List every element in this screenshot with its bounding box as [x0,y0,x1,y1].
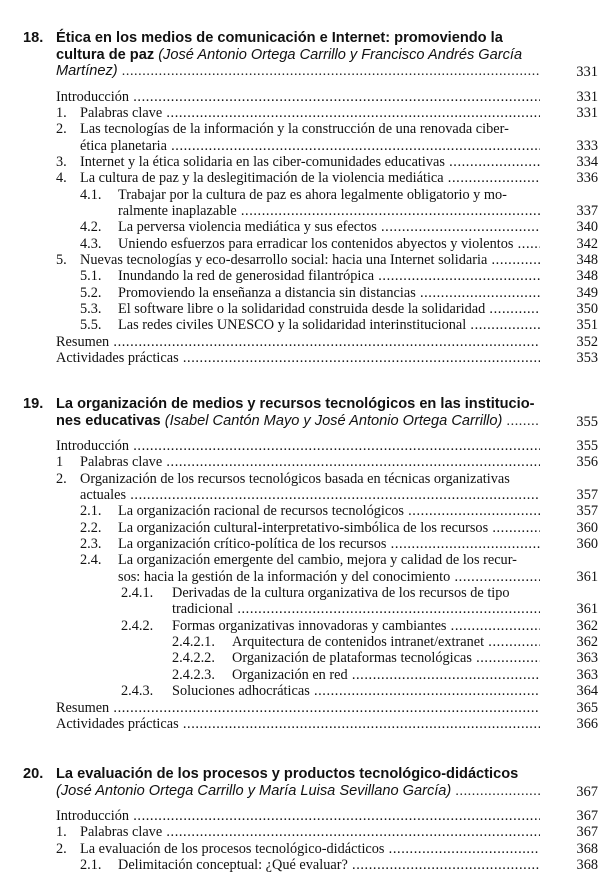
entry-page-number: 368 [576,840,598,857]
entry-number: 5.2. [80,284,102,301]
entry-title-line: Las tecnologías de la información y la construcción de una renovada ciber- [80,121,509,138]
entry-number: 2.1. [80,503,102,520]
chapter-authors-end: Martínez) ..... [56,63,540,79]
entry-title-line: Trabajar por la cultura de paz es ahora legalmente obligatorio y mo- [118,186,507,203]
entry-number: 1. [56,104,67,121]
entry-page-number: 336 [576,170,598,187]
toc-entry[interactable] [0,634,598,651]
entry-title: Introducción ..... [56,89,540,105]
toc-entry[interactable] [0,438,598,454]
entry-title: Las redes civiles UNESCO y la solidaridad interinstitucional ..... [118,317,540,333]
chapter-authors: (José Antonio Ortega Carrillo y María Luisa Sevillano García) ..... [56,783,540,799]
chapter-heading [23,766,598,800]
entry-number: 2. [56,840,67,857]
entry-title: Palabras clave ..... [80,105,540,121]
entry-number: 5.5. [80,317,102,334]
toc-entry[interactable] [0,186,598,220]
toc-entry[interactable] [0,317,598,334]
entry-title-line: Derivadas de la cultura organizativa de los recursos de tipo [172,585,510,602]
entry-title: Organización de plataformas tecnológicas ..... [232,650,540,666]
entry-number: 5.1. [80,268,102,285]
chapter-number: 20. [23,766,44,782]
toc-entry[interactable] [0,251,598,268]
toc-entry[interactable] [0,824,598,841]
entry-title: tradicional ..... [172,601,540,617]
chapter-authors: (José Antonio Ortega Carrillo y Francisco Andrés García [158,46,523,63]
entry-title: La organización cultural-interpretativo-simbólica de los recursos ..... [118,520,540,536]
chapter-number: 19. [23,396,44,412]
entry-title: actuales ..... [80,487,540,503]
toc-entry[interactable] [0,268,598,285]
entry-title: La evaluación de los procesos tecnológico-didácticos ..... [80,841,540,857]
chapter-authors: (Isabel Cantón Mayo y José Antonio Ortega Carrillo) ..... [165,413,540,429]
entry-title: sos: hacia la gestión de la información y del conocimiento ..... [118,569,540,585]
chapter-title-line: nes educativas [56,412,165,429]
entry-title-line: Organización de los recursos tecnológicos basada en técnicas organizativas [80,470,510,487]
entry-title: La cultura de paz y la deslegitimación de la violencia mediática ..... [80,170,540,186]
entry-title: Introducción ..... [56,808,540,824]
entry-page-number: 362 [576,634,598,651]
entry-page-number: 365 [576,699,598,716]
chapter-entries [0,438,598,732]
entry-page-number: 340 [576,219,598,236]
entry-page-number: 368 [576,857,598,874]
entry-number: 1. [56,824,67,841]
entry-page-number: 331 [576,104,598,121]
toc-entry[interactable] [0,715,598,732]
entry-title: La organización racional de recursos tecnológicos ..... [118,503,540,519]
entry-title: El software libre o la solidaridad construida desde la solidaridad ..... [118,301,540,317]
entry-page-number: 337 [576,202,598,219]
entry-page-number: 363 [576,650,598,667]
entry-number: 2. [56,121,67,138]
chapter-page-number: 355 [576,413,598,430]
entry-page-number: 363 [576,666,598,683]
entry-page-number: 355 [576,438,598,454]
entry-number: 5.3. [80,300,102,317]
chapter-page-number: 367 [576,783,598,800]
entry-page-number: 350 [576,300,598,317]
toc-entry[interactable] [0,219,598,236]
toc-entry[interactable] [0,104,598,121]
chapter-heading [23,30,598,81]
entry-page-number: 342 [576,235,598,252]
toc-entry[interactable] [0,284,598,301]
entry-page-number: 352 [576,333,598,350]
entry-page-number: 349 [576,284,598,301]
entry-page-number: 367 [576,824,598,841]
entry-page-number: 360 [576,536,598,553]
toc-entry[interactable] [0,88,598,105]
entry-page-number: 348 [576,268,598,285]
entry-page-number: 334 [576,153,598,170]
entry-number: 2.4.2.1. [172,634,215,651]
chapter-title-line: Ética en los medios de comunicación e Internet: promoviendo la [56,30,503,46]
entry-number: 2.4.2.2. [172,650,215,667]
entry-page-number: 367 [576,808,598,824]
toc-entry[interactable] [0,552,598,585]
entry-page-number: 360 [576,519,598,536]
entry-title: La perversa violencia mediática y sus efectos ..... [118,219,540,235]
entry-title: ética planetaria ..... [80,138,540,154]
entry-number: 4.2. [80,219,102,236]
entry-page-number: 333 [576,137,598,154]
entry-title: Organización en red ..... [232,667,540,683]
toc-entry[interactable] [0,300,598,317]
entry-title: Internet y la ética solidaria en las ciber-comunidades educativas ..... [80,154,540,170]
entry-title: Actividades prácticas ..... [56,350,540,366]
entry-page-number: 351 [576,317,598,334]
entry-title: Formas organizativas innovadoras y cambiantes ..... [172,618,540,634]
toc-entry[interactable] [0,857,598,874]
toc-entry[interactable] [0,536,598,553]
entry-page-number: 364 [576,683,598,700]
entry-number: 2. [56,470,67,487]
entry-title: La organización crítico-política de los recursos ..... [118,536,540,552]
entry-number: 4.1. [80,186,102,203]
entry-title: Resumen ..... [56,334,540,350]
toc-entry[interactable] [0,454,598,471]
toc-entry[interactable] [0,699,598,716]
entry-number: 2.4.3. [121,683,154,700]
chapter-heading [23,396,598,430]
toc-entry[interactable] [0,666,598,683]
entry-page-number: 361 [576,601,598,618]
entry-page-number: 361 [576,568,598,585]
chapter-20 [0,766,598,874]
toc-entry[interactable] [0,585,598,618]
entry-title: Soluciones adhocráticas ..... [172,683,540,699]
entry-page-number: 348 [576,251,598,268]
entry-title: Delimitación conceptual: ¿Qué evaluar? ..... [118,857,540,873]
entry-number: 4. [56,170,67,187]
entry-number: 2.1. [80,857,102,874]
entry-number: 5. [56,251,67,268]
entry-title: ralmente inaplazable ..... [118,203,540,219]
toc-entry[interactable] [0,503,598,520]
toc-entry[interactable] [0,650,598,667]
entry-title: Resumen ..... [56,700,540,716]
toc-entry[interactable] [0,808,598,824]
entry-title: Nuevas tecnologías y eco-desarrollo social: hacia una Internet solidaria ..... [80,252,540,268]
chapter-title-line: cultura de paz [56,46,159,63]
toc-entry[interactable] [0,683,598,700]
entry-page-number: 353 [576,350,598,366]
chapter-title-line: La evaluación de los procesos y productos tecnológico-didácticos [56,766,519,782]
entry-title: Introducción ..... [56,438,540,454]
entry-page-number: 366 [576,715,598,732]
toc-entry[interactable] [0,235,598,252]
toc-entry[interactable] [0,519,598,536]
chapter-entries [0,808,598,874]
entry-page-number: 362 [576,617,598,634]
entry-page-number: 357 [576,487,598,504]
entry-number: 2.4.2. [121,617,154,634]
entry-title: Palabras clave ..... [80,454,540,470]
entry-title-line: La organización emergente del cambio, mejora y calidad de los recur- [118,552,517,569]
toc-entry[interactable] [0,333,598,350]
entry-number: 2.2. [80,519,102,536]
entry-page-number: 357 [576,503,598,520]
toc-entry[interactable] [0,350,598,366]
entry-number: 2.4.2.3. [172,666,215,683]
toc-entry[interactable] [0,840,598,857]
chapter-19 [0,396,598,732]
entry-number: 2.3. [80,536,102,553]
entry-number: 2.4.1. [121,585,154,602]
entry-page-number: 331 [576,88,598,105]
entry-number: 2.4. [80,552,102,569]
entry-title: Inundando la red de generosidad filantrópica ..... [118,268,540,284]
entry-title: Actividades prácticas ..... [56,716,540,732]
entry-number: 1 [56,454,64,471]
entry-number: 3. [56,153,67,170]
entry-page-number: 356 [576,454,598,471]
chapter-entries [0,88,598,367]
toc-entry[interactable] [0,170,598,187]
chapter-title-line: La organización de medios y recursos tecnológicos en las institucio- [56,396,535,412]
toc-entry[interactable] [0,153,598,170]
chapter-page-number: 331 [576,64,598,80]
entry-title: Promoviendo la enseñanza a distancia sin distancias ..... [118,285,540,301]
chapter-18 [0,30,598,366]
entry-number: 4.3. [80,235,102,252]
chapter-number: 18. [23,30,44,46]
toc-entry[interactable] [0,470,598,504]
entry-title: Uniendo esfuerzos para erradicar los contenidos abyectos y violentos ..... [118,236,540,252]
entry-title: Arquitectura de contenidos intranet/extranet ..... [232,634,540,650]
toc-entry[interactable] [0,121,598,154]
entry-title: Palabras clave ..... [80,824,540,840]
toc-entry[interactable] [0,617,598,634]
